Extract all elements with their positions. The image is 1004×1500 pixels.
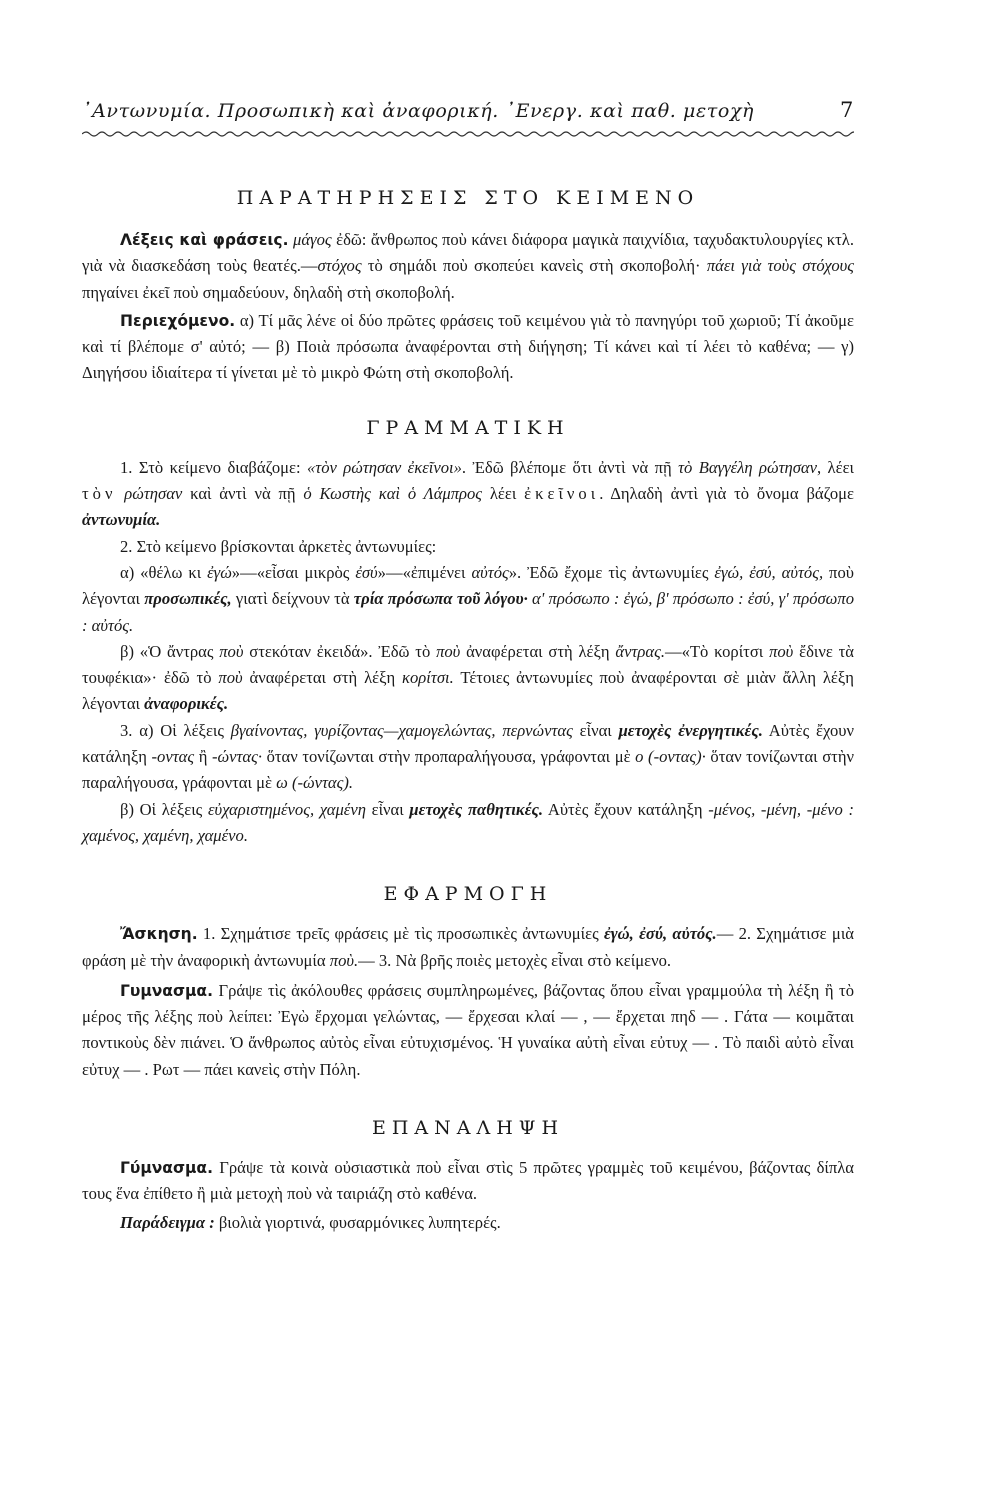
grammar-point-2a [82,560,854,639]
quote: κορίτσι. [402,668,454,688]
term-magos: μάγος [293,230,332,249]
section-heading-grammar: ΓΡΑΜΜΑΤΙΚΗ [366,416,570,439]
quote: «τὸν ρώτησαν ἐκεῖνοι» [307,457,462,477]
text: ». Ἐδῶ ἔχομε τὶς ἀντωνυμίες [508,562,715,582]
quote: ἐγώ [207,562,232,582]
grammar-point-2b [82,639,854,718]
quote: αὐτός [471,562,509,582]
section-heading-observations: ΠΑΡΑΤΗΡΗΣΕΙΣ ΣΤΟ ΚΕΙΜΕΝΟ [236,187,700,209]
label-example: Παράδειγμα : [120,1212,215,1232]
text: »—«εἶσαι μικρὸς [231,562,356,582]
key-term: ἀναφορικές. [144,694,229,714]
text: . Δηλαδὴ ἀντὶ γιὰ τὸ ὄνομα βάζομε [599,484,854,504]
term-stochos: στόχος [317,256,362,276]
text: α) «θέλω κι [120,562,208,582]
quote: ω (-ώντας). [276,773,353,793]
paragraph-words-phrases [82,227,854,306]
text: »—«ἐπιμένει [377,562,472,582]
running-header [82,98,854,124]
text: στεκόταν ἐκειδά». Ἐδῶ τὸ [243,641,437,661]
quote: ἄντρας. [615,641,665,661]
paragraph-content [82,308,854,387]
term-phrase: πάει γιὰ τοὺς στόχους [706,256,854,276]
text: β) Οἱ λέξεις [120,799,208,819]
review-drill [82,1155,854,1208]
quote: ποὺ. [329,950,359,970]
label-words-phrases: Λέξεις καὶ φράσεις. [120,231,289,249]
text: ἀναφέρεται στὴ λέξη [242,668,403,688]
text: 3. α) Οἱ λέξεις [120,720,231,740]
text: Τέτοιες ἀντωνυμίες ποὺ ἀναφέρονται σὲ μιὰν ἄλλη λέξη λέγονται [82,668,854,714]
quote: ἐσύ [355,562,378,582]
text: ἀναφέρεται στὴ λέξη [460,641,616,661]
label-exercise: Ἄσκηση. [120,925,198,944]
page [82,98,854,1236]
text: ἢ [194,747,212,767]
text: ὅταν τονίζωνται στὴν παραλήγουσα, γράφονται μὲ [82,747,855,793]
text: βιολιὰ γιορτινά, φυσαρμόνικες λυπητερές. [214,1212,501,1232]
text: γιατὶ δείχνουν τὰ [231,589,354,609]
text: πηγαίνει ἐκεῖ ποὺ σημαδεύουν, δηλαδὴ στὴ σκοποβολή. [82,282,455,302]
grammar-point-2: 2. Στὸ κείμενο βρίσκονται ἀρκετὲς ἀντωνυμίες: [120,536,437,556]
key-term: ἐγώ, ἐσύ, αὐτός. [603,924,717,944]
label-review-drill: Γύμνασμα. [120,1159,213,1178]
text: ἐδῶ: ἄνθρωπος ποὺ κάνει διάφορα μαγικὰ παιχνίδια, ταχυδακτυλουργίες κτλ. γιὰ νὰ διασκεδάση τοὺς θεατές.— [82,230,854,276]
label-drill: Γυμνασμα. [120,981,213,1000]
key-term: προσωπικές, [144,589,232,609]
grammar-point-1 [82,455,854,534]
quote: ποὺ [218,668,243,688]
key-term: τρία πρόσωπα τοῦ λόγου· [353,589,528,609]
quote: εὐχαριστημένος, χαμένη [207,799,366,819]
text: , λέει [817,457,855,477]
text: Γράψε τὶς ἀκόλουθες φράσεις συμπληρωμένες, βάζοντας ὅπου εἶναι γραμμούλα τὴ λέξη ἢ τὸ μέρος τῆς λέξης ποὺ λείπει: Ἐγὼ ἔρχομαι γελώντας, — ἔρχεσαι κλαί — , — ἔρχεται πηδ — . Γάτα — κοιμᾶται ποντικοὺς δὲν πιάνει. Ὁ ἄνθρωπος αὐτὸς εἶναι εὐτυχισμένος. Ἡ γυναίκα αὐτὴ εἶναι εὐτυχ — . Τὸ παιδὶ αὐτὸ εἶναι εὐτυχ — . Ρωτ — πάει κανεὶς στὴν Πόλη. [82,980,854,1079]
text: — 2. Σχημάτισε μιὰ φράση μὲ τὴν ἀναφορικὴ ἀντωνυμία [82,924,854,970]
label-content: Περιεχόμενο. [120,311,236,330]
text: Αὐτὲς ἔχουν κατάληξη [82,720,854,767]
text: Γράψε τὰ κοινὰ οὐσιαστικὰ ποὺ εἶναι στὶς 5 πρῶτες γραμμὲς τοῦ κειμένου, βάζοντας δίπλα τους ἕνα ἐπίθετο ἢ μιὰ μετοχὴ ποὺ νὰ ταιριάζη στὸ καθένα. [82,1158,854,1204]
quote: ποὺ [436,641,461,661]
text: τὸ σημάδι ποὺ σκοπεύει κανεὶς στὴ σκοποβολή· [361,256,707,276]
text: . Ἐδῶ βλέπομε ὅτι ἀντὶ νὰ πῇ [461,457,679,477]
grammar-point-3b [82,797,854,850]
text: 1. Στὸ κείμενο διαβάζομε: [120,457,307,477]
quote: -ώντας· [211,747,262,767]
quote: α' πρόσωπο : ἐγώ, β' πρόσωπο : ἐσύ, γ' πρόσωπο : αὐτός. [82,589,855,635]
exercise [82,921,854,974]
grammar-point-3a [82,718,854,797]
example [82,1210,854,1236]
drill [82,978,854,1083]
quote: -μένος, -μένη, -μένο : χαμένος, χαμένη, χαμένο. [82,799,855,845]
wavy-rule [82,129,854,139]
quote: ποὺ [769,641,794,661]
spaced-word: τὸν [82,484,117,504]
key-term: μετοχὲς ἐνεργητικές. [618,720,763,740]
quote: ο (-οντας)· [635,747,706,767]
section-heading-review: ΕΠΑΝΑΛΗΨΗ [371,1117,565,1140]
text: 1. Σχημάτισε τρεῖς φράσεις μὲ τὶς προσωπικὲς ἀντωνυμίες [197,924,604,944]
key-term: μετοχὲς παθητικές. [409,799,544,819]
text: ὅταν τονίζωνται στὴν προπαραλήγουσα, γράφονται μὲ [262,747,636,767]
quote: τὸ Βαγγέλη ρώτησαν [678,457,817,477]
page-number: 7 [840,98,854,122]
section-heading-application: ΕΦΑΡΜΟΓΗ [383,883,553,906]
quote: ποὺ [219,641,244,661]
text: α) Τί μᾶς λένε οἱ δύο πρῶτες φράσεις τοῦ κειμένου γιὰ τὸ πανηγύρι τοῦ χωριοῦ; Τί ἀκοῦμε καὶ τί βλέπομε σ' αὐτό; — β) Ποιὰ πρόσωπα ἀναφέρονται στὴ διήγηση; Τί κάνει καὶ τί λέει τὸ καθένα; — γ) Διηγήσου ἰδιαίτερα τί γίνεται μὲ τὸ μικρὸ Φώτη στὴ σκοποβολή. [82,310,854,383]
text: Αὐτὲς ἔχουν κατάληξη [543,799,709,819]
text: β) «Ὁ ἄντρας [120,641,220,661]
text: ἔδινε τὰ τουφέκια»· ἐδῶ τὸ [82,641,854,688]
quote: ρώτησαν [124,484,183,504]
text: ποὺ λέγονται [82,562,854,609]
quote: ἐγώ, ἐσύ, αὐτός, [714,562,824,582]
quote: βγαίνοντας, γυρίζοντας—χαμογελώντας, περνώντας [230,720,573,740]
text: λέει [482,484,525,504]
quote: -οντας [151,747,195,767]
text: — 3. Νὰ βρῆς ποιὲς μετοχὲς εἶναι στὸ κείμενο. [358,950,672,970]
text: καὶ ἀντὶ νὰ πῇ [182,484,304,504]
quote: ὁ Κωστὴς καὶ ὁ Λάμπρος [303,484,483,504]
text: —«Τὸ κορίτσι [665,641,770,661]
key-term: ἀντωνυμία. [82,510,161,530]
spaced-word: ἐκεῖνοι [524,484,600,504]
running-title: ᾿Αντωνυμία. Προσωπικὴ καὶ ἀναφορική. ᾿Ενεργ. καὶ παθ. μετοχὴ [82,100,755,122]
text: εἶναι [365,799,410,819]
text: εἶναι [572,720,619,740]
